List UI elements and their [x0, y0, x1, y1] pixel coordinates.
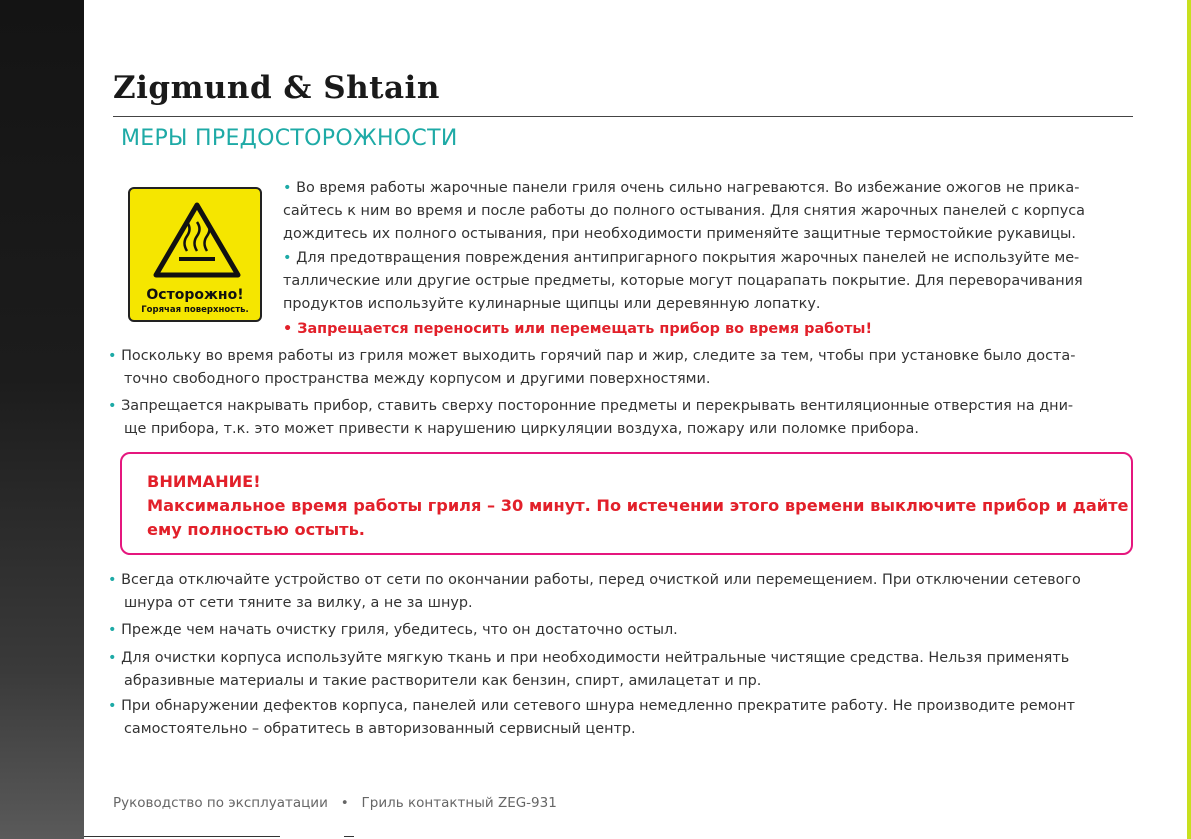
brand-logo: Zigmund & Shtain: [113, 70, 440, 106]
list-item: • Для предотвращения повреждения антипригарного покрытия жарочных панелей не используйте ме- таллические или другие острые предметы, которые могут поцарапать покрытие. Для переворачивания продуктов используйте кулинарные щипцы или деревянную лопатку.: [283, 250, 1083, 312]
list-item: • Всегда отключайте устройство от сети по окончании работы, перед очисткой или перемещением. При отключении сетевого шнура от сети тяните за вилку, а не за шнур.: [108, 572, 1081, 611]
page-title: МЕРЫ ПРЕДОСТОРОЖНОСТИ: [121, 126, 458, 151]
bottom-rule: [84, 836, 280, 837]
list-item: • При обнаружении дефектов корпуса, панелей или сетевого шнура немедленно прекратите работу. Не производите ремонт самостоятельно – обратитесь в авторизованный сервисный центр.: [108, 698, 1076, 737]
list-item-warning: • Запрещается переносить или перемещать прибор во время работы!: [283, 321, 873, 337]
right-accent-stripe: [1187, 0, 1191, 839]
list-item: • Запрещается накрывать прибор, ставить сверху посторонние предметы и перекрывать вентиляционные отверстия на дни- ще прибора, т.к. это может привести к нарушению циркуляции воздуха, пожару или поломке прибора.: [108, 398, 1074, 437]
list-item: • Во время работы жарочные панели гриля очень сильно нагреваются. Во избежание ожогов не прика- сайтесь к ним во время и после работы до полного остывания. Для снятия жарочных панелей с корпуса дождитесь их полного остывания, при необходимости применяйте защитные термостойкие рукавицы.: [283, 180, 1085, 242]
hot-surface-icon: [152, 201, 242, 281]
sign-caption: Осторожно!: [146, 287, 244, 303]
left-dark-bar: [0, 0, 84, 839]
bottom-rule-dash: [344, 836, 354, 837]
attention-text-line-1: Максимальное время работы гриля – 30 минут. По истечении этого времени выключите прибор и дайте: [147, 496, 1129, 515]
header-rule: [113, 116, 1133, 117]
hot-surface-sign: [128, 187, 262, 322]
page-footer: Руководство по эксплуатации • Гриль контактный ZEG-931: [113, 795, 557, 811]
sign-subcaption: Горячая поверхность.: [141, 305, 249, 315]
list-item: • Прежде чем начать очистку гриля, убедитесь, что он достаточно остыл.: [108, 622, 678, 638]
list-item: • Для очистки корпуса используйте мягкую ткань и при необходимости нейтральные чистящие средства. Нельзя применять абразивные материалы и такие растворители как бензин, спирт, амилацетат и пр.: [108, 650, 1070, 689]
attention-text-line-2: ему полностью остыть.: [147, 520, 365, 539]
attention-heading: ВНИМАНИЕ!: [147, 472, 261, 491]
list-item: • Поскольку во время работы из гриля может выходить горячий пар и жир, следите за тем, чтобы при установке было доста- точно свободного пространства между корпусом и другими поверхностями.: [108, 348, 1076, 387]
